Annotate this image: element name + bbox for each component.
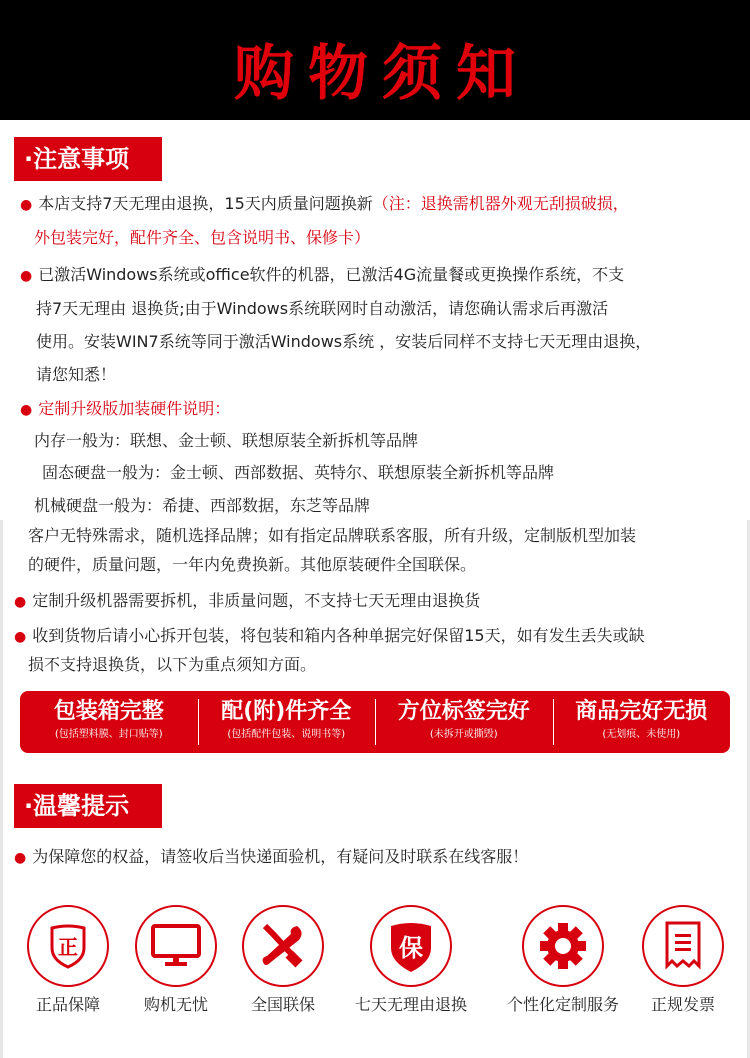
bullet-icon: ● [20,197,33,213]
notice-item-4 [14,584,480,619]
hardware-line: 内存一般为：联想、金士顿、联想原装全新拆机等品牌 [34,431,419,450]
notice-item-3-title [20,392,230,427]
bullet-icon: ● [20,268,33,284]
condition-sub: (未拆开或撕毁) [429,729,498,740]
notice-item-1 [20,187,629,222]
hardware-line: 机械硬盘一般为：希捷、西部数据，东芝等品牌 [34,496,371,515]
section-heading-tips: ·温馨提示 [14,784,162,828]
tools-icon [242,905,324,987]
conditions-bar [20,691,730,753]
service-label: 正规发票 [650,995,715,1014]
hardware-line: 的硬件，质量问题，一年内免费换新。其他原装硬件全国联保。 [28,555,477,574]
text: 定制升级版加装硬件说明： [38,399,231,418]
tips-text [14,840,528,875]
section-heading-notice: ·注意事项 [14,137,162,181]
condition-title: 配(附)件齐全 [221,699,352,724]
shield-bao-icon [370,905,452,987]
svg-text:正: 正 [58,935,78,959]
note: （注：退换需机器外观无刮损破损， [372,194,629,213]
condition-sub: (无划痕、未使用) [602,729,681,740]
gear-icon [522,905,604,987]
text: 本店支持7天无理由退换，15天内质量问题换新 [38,194,373,213]
condition-title: 商品完好无损 [575,699,708,724]
bullet-icon: ● [14,850,27,866]
notice-item-2-line [20,258,624,293]
service-label: 个性化定制服务 [506,995,619,1014]
notice-item-1-note: 外包装完好，配件齐全、包含说明书、保修卡） [34,228,371,247]
condition-sub: (包括塑料膜、封口贴等) [54,729,163,740]
text: 收到货物后请小心拆开包装，将包装和箱内各种单据完好保留15天，如有发生丢失或缺 [32,626,645,645]
page-title: 购物须知 [234,39,530,109]
service-label: 购机无忧 [143,995,208,1014]
condition-title: 方位标签完好 [397,699,530,724]
notice-item-2-line: 持7天无理由 退换货;由于Windows系统联网时自动激活，请您确认需求后再激活 [36,299,609,318]
receipt-icon [642,905,724,987]
hardware-line: 固态硬盘一般为：金士顿、西部数据、英特尔、联想原装全新拆机等品牌 [42,463,555,482]
condition-labels [375,691,553,753]
condition-sub: (包括配件包装、说明书等) [227,729,346,740]
condition-product [553,691,731,753]
condition-accessories [198,691,376,753]
svg-text:保: 保 [399,934,423,962]
service-label: 七天无理由退换 [354,995,467,1014]
condition-title: 包装箱完整 [53,699,164,724]
text: 定制升级机器需要拆机，非质量问题，不支持七天无理由退换货 [32,591,481,610]
service-label: 正品保障 [35,995,100,1014]
bullet-icon: ● [14,629,27,645]
shield-zheng-icon [27,905,109,987]
text: 为保障您的权益，请签收后当快递面验机，有疑问及时联系在线客服！ [32,847,529,866]
notice-item-2-line: 请您知悉！ [36,365,117,384]
notice-item-2-line: 使用。安装WIN7系统等同于激活Windows系统 ，安装后同样不支持七天无理由退换， [36,332,652,351]
notice-item-5-line: 损不支持退换货，以下为重点须知方面。 [28,655,317,674]
bullet-icon: ● [14,594,27,610]
bullet-icon: ● [20,402,33,418]
service-label: 全国联保 [250,995,315,1014]
condition-packaging [20,691,198,753]
monitor-icon [135,905,217,987]
hardware-line: 客户无特殊需求，随机选择品牌；如有指定品牌联系客服，所有升级，定制版机型加装 [28,526,637,545]
text: 已激活Windows系统或office软件的机器，已激活4G流量餐或更换操作系统，不支 [38,265,625,284]
header-banner [0,0,750,120]
